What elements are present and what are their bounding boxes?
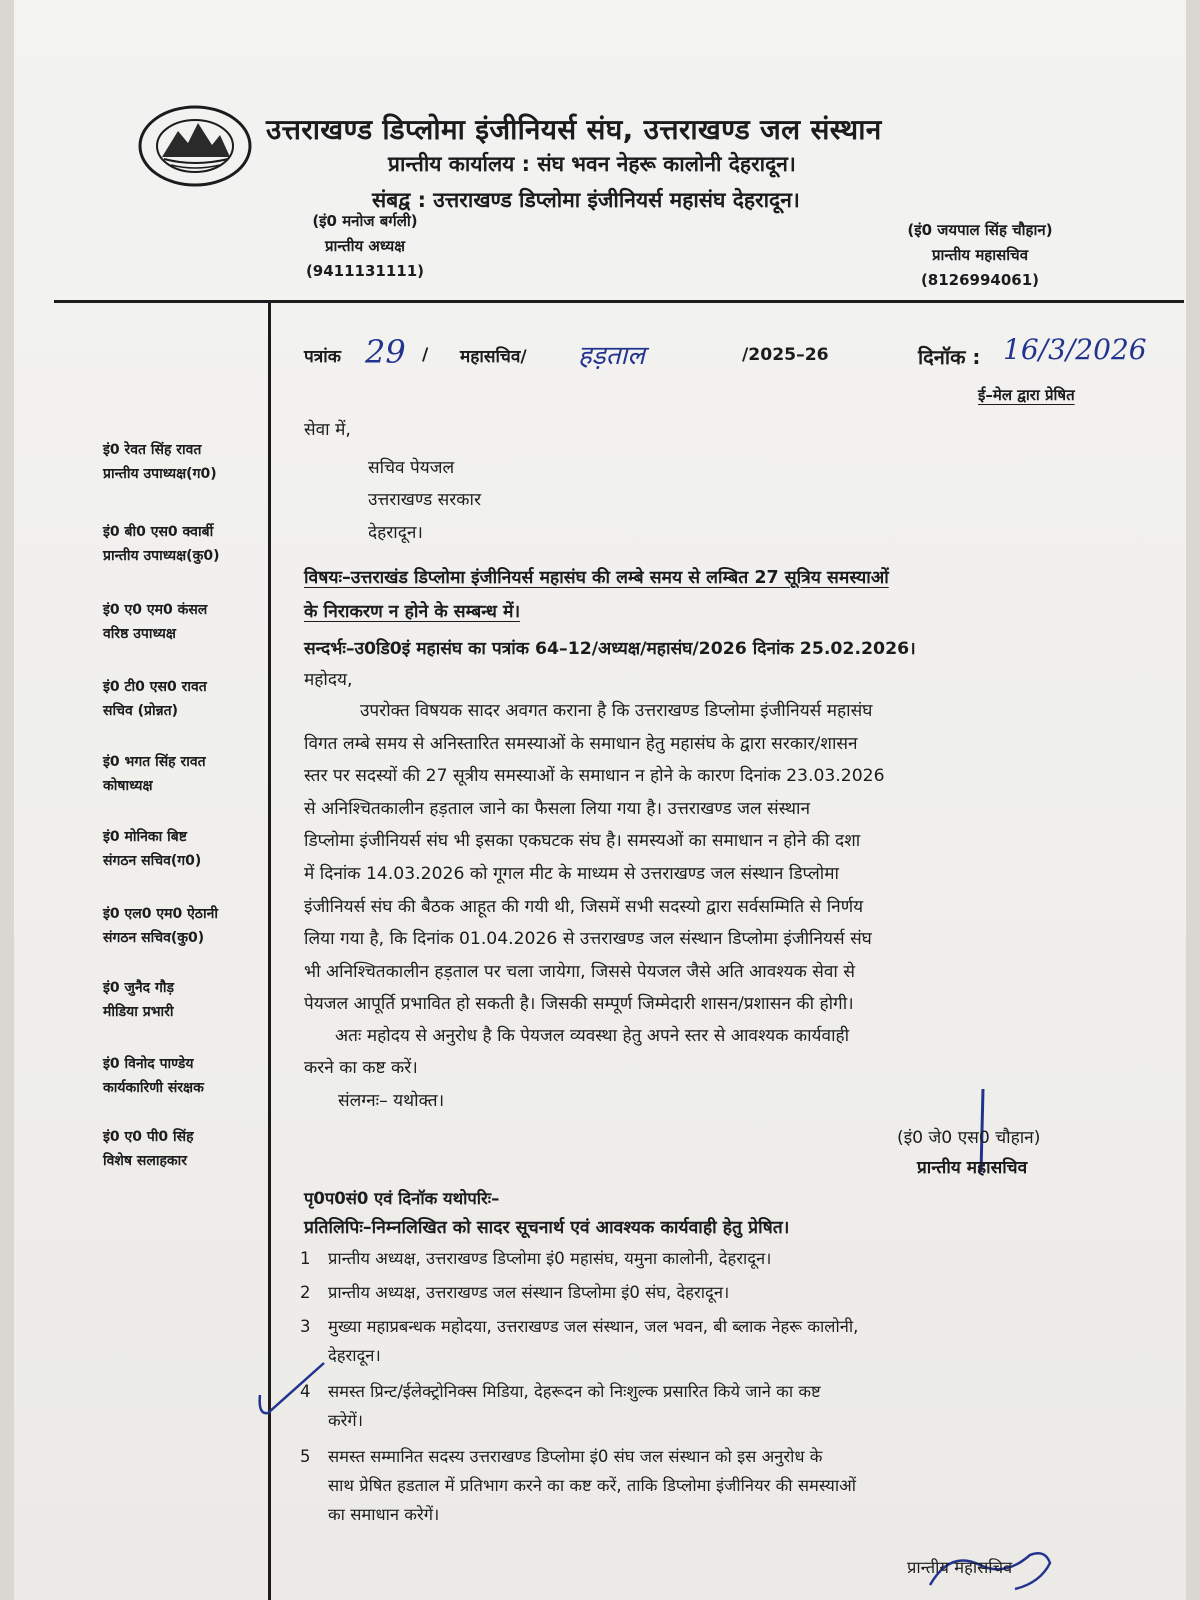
copy-item-text: समस्त प्रिन्ट/ईलेक्ट्रोनिक्स मिडिया, देहरूदन को निःशुल्क प्रसारित किये जाने का कष्ट <box>328 1382 821 1401</box>
secretary-role: प्रान्तीय महासचिव <box>931 246 1029 264</box>
office-bearer <box>103 438 217 486</box>
ref-dept: महासचिव/ <box>460 347 527 367</box>
office-bearer-role: कोषाध्यक्ष <box>103 778 153 794</box>
president-block <box>270 209 460 284</box>
office-bearer-role: कार्यकारिणी संरक्षक <box>103 1080 204 1096</box>
reference-line: सन्दर्भः–उ0डि0इं महासंघ का पत्रांक 64–12/अध्यक्ष/महासंघ/2026 दिनांक 25.02.2026। <box>304 639 916 659</box>
office-bearer-name: इं0 ए0 एम0 कंसल <box>103 602 208 618</box>
recipient-line: उत्तराखण्ड सरकार <box>368 490 481 510</box>
header-divider <box>54 300 1184 303</box>
secretary-phone: (8126994061) <box>920 271 1040 289</box>
copy-item-number: 5 <box>300 1447 311 1466</box>
signatory-name: (इं0 जे0 एस0 चौहान) <box>897 1128 1041 1148</box>
office-bearer-role: सचिव (प्रोन्नत) <box>103 703 178 719</box>
office-bearer-role: प्रान्तीय उपाध्यक्ष(ग0) <box>103 466 217 482</box>
copy-item-number: 1 <box>300 1249 311 1268</box>
president-name: (इं0 मनोज बर्गली) <box>312 212 418 230</box>
letter-body <box>304 695 1102 1021</box>
secretary-name: (इं0 जयपाल सिंह चौहान) <box>907 221 1053 239</box>
office-bearer-role: मीडिया प्रभारी <box>103 1004 174 1020</box>
office-address: प्रान्तीय कार्यालय : संघ भवन नेहरू कालोनी देहरादून। <box>388 152 796 176</box>
copy-item <box>300 1377 1072 1435</box>
date-value: 16/3/2026 <box>1003 333 1147 366</box>
office-bearer <box>103 1125 194 1173</box>
office-bearer <box>103 598 207 646</box>
body-line: विगत लम्बे समय से अनिस्तारित समस्याओं के समाधान हेतु महासंघ के द्वारा सरकार/शासन <box>304 733 858 754</box>
copy-item <box>300 1278 1072 1307</box>
body-line: डिप्लोमा इंजीनियर्स संघ भी इसका एकघटक संघ है। समस्यओं का समाधान न होने की दशा <box>304 831 861 852</box>
copy-item-text: देहरादून। <box>328 1346 381 1365</box>
office-bearer <box>103 825 201 873</box>
copy-item-text: साथ प्रेषित हडताल में प्रतिभाग करने का कष्ट करें, ताकि डिप्लोमा इंजीनियर की समस्याओं <box>328 1476 856 1495</box>
president-phone: (9411131111) <box>305 262 425 280</box>
president-role: प्रान्तीय अध्यक्ष <box>325 237 405 255</box>
signatory-role: प्रान्तीय महासचिव <box>917 1158 1028 1178</box>
body-line: इंजीनियर्स संघ की बैठक आहूत की गयी थी, जिसमें सभी सदस्यो द्वारा सर्वसम्मिति से निर्णय <box>304 896 864 917</box>
copy-item-number: 4 <box>300 1382 311 1401</box>
copy-item <box>300 1244 1072 1273</box>
office-bearer-name: इं0 बी0 एस0 क्वार्बी <box>103 524 214 540</box>
footer-role: प्रान्तीय महासचिव <box>907 1558 1013 1577</box>
salutation: महोदय, <box>304 670 353 690</box>
body-line: से अनिश्चितकालीन हड़ताल जाने का फैसला लिया गया है। उत्तराखण्ड जल संस्थान <box>304 798 810 819</box>
body-line: उपरोक्त विषयक सादर अवगत कराना है कि उत्तराखण्ड डिप्लोमा इंजीनियर्स महासंघ <box>360 701 873 721</box>
request-line: करने का कष्ट करें। <box>304 1058 418 1078</box>
office-bearer <box>103 520 219 568</box>
enclosure-line: संलग्नः– यथोक्त। <box>338 1091 445 1111</box>
office-bearer-role: संगठन सचिव(ग0) <box>103 853 202 869</box>
office-bearer-role: वरिष्ठ उपाध्यक्ष <box>103 626 176 642</box>
office-bearer-name: इं0 ए0 पी0 सिंह <box>103 1129 194 1145</box>
secretary-block <box>860 218 1100 293</box>
copy-item-number: 3 <box>300 1317 311 1336</box>
office-bearer-name: इं0 रेवत सिंह रावत <box>103 442 202 458</box>
office-bearer-name: इं0 विनोद पाण्डेय <box>103 1056 194 1072</box>
date-label: दिनॉक : <box>918 345 981 369</box>
request-line: अतः महोदय से अनुरोध है कि पेयजल व्यवस्था हेतु अपने स्तर से आवश्यक कार्यवाही <box>335 1026 850 1046</box>
body-line: में दिनांक 14.03.2026 को गूगल मीट के माध्यम से उत्तराखण्ड जल संस्थान डिप्लोमा <box>304 863 839 884</box>
association-logo-icon <box>138 105 253 187</box>
to-label: सेवा में, <box>304 420 351 440</box>
ref-subject: हड़ताल <box>578 341 645 371</box>
office-bearer-role: प्रान्तीय उपाध्यक्ष(कु0) <box>103 548 220 564</box>
recipient-line: देहरादून। <box>368 523 423 543</box>
office-bearer-role: संगठन सचिव(कु0) <box>103 930 205 946</box>
copy-item-number: 2 <box>300 1283 311 1302</box>
body-line: पेयजल आपूर्ति प्रभावित हो सकती है। जिसकी सम्पूर्ण जिम्मेदारी शासन/प्रशासन की होगी। <box>304 994 854 1015</box>
copy-item-text: प्रान्तीय अध्यक्ष, उत्तराखण्ड डिप्लोमा इं0 महासंघ, यमुना कालोनी, देहरादून। <box>328 1249 772 1268</box>
body-line: लिया गया है, कि दिनांक 01.04.2026 से उत्तराखण्ड जल संस्थान डिप्लोमा इंजीनियर्स संघ <box>304 929 872 950</box>
office-bearer-name: इं0 एल0 एम0 ऐठानी <box>103 906 218 922</box>
copy-item <box>300 1312 1072 1370</box>
copy-item <box>300 1442 1072 1529</box>
recipient-line: सचिव पेयजल <box>368 458 455 478</box>
ref-year: /2025–26 <box>742 345 829 365</box>
ref-number: 29 <box>365 333 406 371</box>
office-bearer-name: इं0 जुनैद गौड़ <box>103 980 174 996</box>
office-bearer-role: विशेष सलाहकार <box>103 1153 188 1169</box>
affiliation-line: संबद्व : उत्तराखण्ड डिप्लोमा इंजीनियर्स महासंघ देहरादून। <box>372 188 800 212</box>
office-bearer-name: इं0 मोनिका बिष्ट <box>103 829 187 845</box>
office-bearer <box>103 976 174 1024</box>
office-bearer <box>103 750 206 798</box>
office-bearer <box>103 1052 204 1100</box>
ref-label: पत्रांक <box>304 347 341 367</box>
copy-item-text: समस्त सम्मानित सदस्य उत्तराखण्ड डिप्लोमा इं0 संघ जल संस्थान को इस अनुरोध के <box>328 1447 823 1466</box>
tick-mark-icon <box>252 1355 332 1425</box>
office-bearer-name: इं0 भगत सिंह रावत <box>103 754 206 770</box>
subject-line: विषयः–उत्तराखंड डिप्लोमा इंजीनियर्स महासंघ की लम्बे समय से लम्बित 27 सूत्रिय समस्याओं <box>304 568 889 588</box>
office-bearer <box>103 902 218 950</box>
copy-item-text: करेगें। <box>328 1411 363 1430</box>
office-bearer-name: इं0 टी0 एस0 रावत <box>103 679 207 695</box>
office-bearer <box>103 675 207 723</box>
organization-title: उत्तराखण्ड डिप्लोमा इंजीनियर्स संघ, उत्तराखण्ड जल संस्थान <box>266 113 882 146</box>
body-line: भी अनिश्चितकालीन हड़ताल पर चला जायेगा, जिससे पेयजल जैसे अति आवश्यक सेवा से <box>304 961 855 982</box>
subject-line: के निराकरण न होने के सम्बन्ध में। <box>304 602 521 622</box>
copy-item-text: प्रान्तीय अध्यक्ष, उत्तराखण्ड जल संस्थान डिप्लोमा इं0 संघ, देहरादून। <box>328 1283 730 1302</box>
copy-reference: पृ0प0सं0 एवं दिनॉक यथोपरिः– <box>304 1189 500 1208</box>
copy-item-text: मुख्या महाप्रबन्धक महोदया, उत्तराखण्ड जल संस्थान, जल भवन, बी ब्लाक नेहरू कालोनी, <box>328 1317 859 1336</box>
body-line: स्तर पर सदस्यों की 27 सूत्रीय समस्याओं के समाधान न होने के कारण दिनांक 23.03.2026 <box>304 766 885 787</box>
copy-heading: प्रतिलिपिः–निम्नलिखित को सादर सूचनार्थ एवं आवश्यक कार्यवाही हेतु प्रेषित। <box>304 1218 790 1238</box>
copy-item-text: का समाधान करेगें। <box>328 1505 440 1524</box>
sent-via: ई–मेल द्वारा प्रेषित <box>978 386 1075 404</box>
